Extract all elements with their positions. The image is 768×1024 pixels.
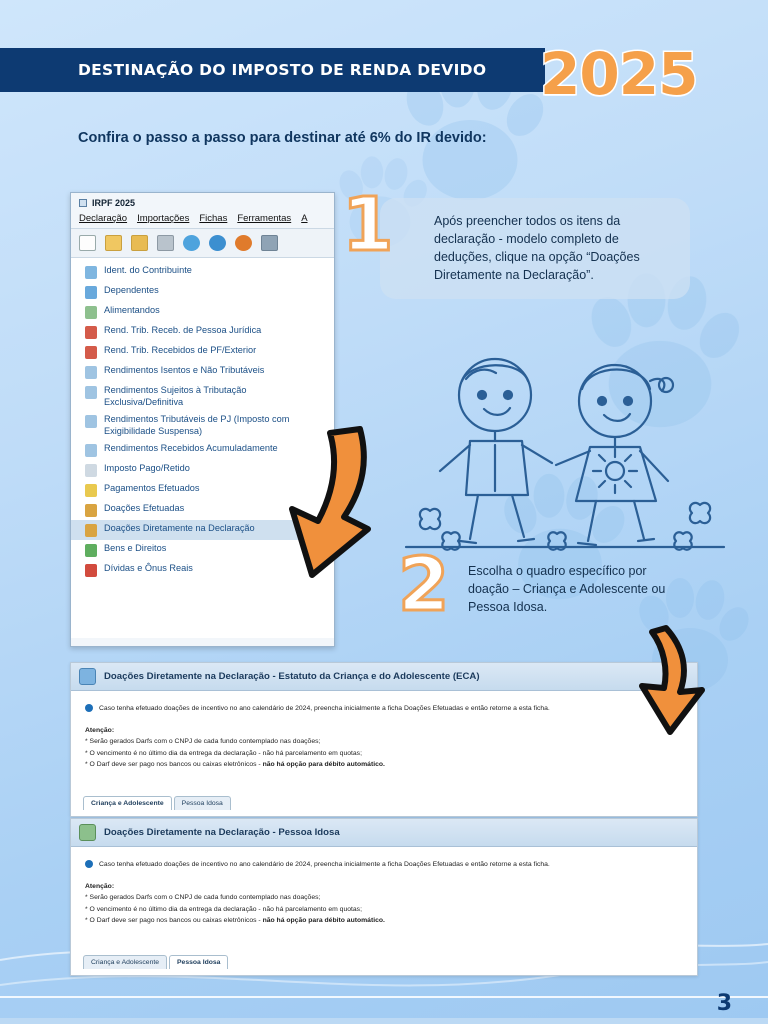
doc-icon [85,386,97,399]
list-item-label: Doações Efetuadas [104,503,185,513]
page-title: DESTINAÇÃO DO IMPOSTO DE RENDA DEVIDO [78,61,487,79]
new-file-icon[interactable] [79,235,96,251]
info-icon [85,860,93,868]
menu-declaracao[interactable]: Declaração [79,213,128,224]
year-badge: 2025 [540,40,698,108]
step-1-bubble [380,198,690,299]
step-1-number: 1 [342,182,394,268]
person-icon [85,266,97,279]
globe-transmit-icon[interactable] [209,235,226,251]
list-item-label: Rendimentos Tributáveis de PJ (Imposto com Exigibilidade Suspensa) [104,414,290,436]
folder-icon[interactable] [131,235,148,251]
money-icon [85,346,97,359]
list-item-label: Ident. do Contribuinte [104,265,192,275]
people-icon [85,306,97,319]
info-icon [85,704,93,712]
list-item[interactable] [71,342,334,362]
eca-bullet-3-bold: não há opção para débito automático. [262,761,385,769]
eca-atencao-label: Atenção: [85,726,115,734]
eca-panel [70,662,698,817]
idosa-bullet-2: * O vencimento é no último dia da entrega da declaração - não há parcelamento em quotas; [85,905,362,913]
payment-icon [85,484,97,497]
menu-ajuda[interactable]: A [301,213,308,224]
menu-importacoes[interactable]: Importações [137,213,190,224]
eca-panel-header [71,663,697,691]
tab-crianca-e-adolescente[interactable]: Criança e Adolescente [83,955,167,969]
eca-bullet-3 [85,759,683,771]
elderly-icon [79,824,96,841]
people-icon [85,286,97,299]
menu-fichas[interactable]: Fichas [199,213,228,224]
children-icon [79,668,96,685]
list-item-label: Rendimentos Recebidos Acumuladamente [104,443,278,453]
list-item-label: Rendimentos Sujeitos à Tributação Exclusiva/Definitiva [104,385,247,407]
step-1-text: Após preencher todos os itens da declaração - modelo completo de deduções, clique na opção “Doações Diretamente na Declaração”. [434,214,640,283]
globe-receive-icon[interactable] [235,235,252,251]
list-item-label: Rend. Trib. Receb. de Pessoa Jurídica [104,325,262,335]
list-item-label: Imposto Pago/Retido [104,463,190,473]
debt-icon [85,564,97,577]
doc-icon [85,366,97,379]
list-item[interactable] [71,362,334,382]
window-icon [79,199,87,207]
tax-icon [85,464,97,477]
list-item-label: Dívidas e Ônus Reais [104,563,193,573]
trash-icon[interactable] [157,235,174,251]
idosa-panel-header [71,819,697,847]
eca-bullet-3-prefix: * O Darf deve ser pago nos bancos ou caixas eletrônicos - [85,761,263,769]
list-item[interactable] [71,322,334,342]
money-icon [85,326,97,339]
idosa-bullet-3 [85,915,683,927]
eca-tabs[interactable] [83,796,231,810]
irpf-window-title [71,193,334,211]
menu-ferramentas[interactable]: Ferramentas [237,213,292,224]
globe-icon[interactable] [183,235,200,251]
idosa-bullet-3-bold: não há opção para débito automático. [262,917,385,925]
tab-pessoa-idosa[interactable]: Pessoa Idosa [169,955,228,969]
subtitle: Confira o passo a passo para destinar até 6% do IR devido: [78,130,487,146]
tab-pessoa-idosa[interactable]: Pessoa Idosa [174,796,231,810]
tab-crianca-e-adolescente[interactable]: Criança e Adolescente [83,796,172,810]
footer-divider [0,996,768,998]
idosa-bullet-3-prefix: * O Darf deve ser pago nos bancos ou caixas eletrônicos - [85,917,263,925]
arrow-down-1 [272,425,397,590]
print-icon[interactable] [261,235,278,251]
list-item[interactable] [71,262,334,282]
irpf-toolbar [71,229,334,258]
children-illustration [400,345,730,560]
list-item-label: Rend. Trib. Recebidos de PF/Exterior [104,345,257,355]
step-2-number: 2 [398,542,450,628]
list-item-label: Alimentandos [104,305,160,315]
idosa-note: Caso tenha efetuado doações de incentivo no ano calendário de 2024, preencha inicialmente a ficha Doações Efetuadas e então retorne a esta ficha. [99,861,550,868]
list-item[interactable] [71,282,334,302]
donation-icon [85,524,97,537]
header-bar [0,48,545,92]
doc-icon [85,415,97,428]
assets-icon [85,544,97,557]
eca-panel-title: Doações Diretamente na Declaração - Estatuto da Criança e do Adolescente (ECA) [104,671,480,682]
step-2-text: Escolha o quadro específico por doação – Criança e Adolescente ou Pessoa Idosa. [468,564,666,615]
list-item-label: Rendimentos Isentos e Não Tributáveis [104,365,265,375]
donation-icon [85,504,97,517]
arrow-down-2 [630,622,730,742]
eca-panel-body [71,691,697,783]
list-item-label: Doações Diretamente na Declaração [104,523,255,533]
bottom-strip [0,1018,768,1024]
list-item[interactable] [71,382,334,411]
page-number: 3 [716,991,732,1016]
eca-bullet-1: * Serão gerados Darfs com o CNPJ de cada fundo contemplado nas doações; [85,738,321,746]
list-item-label: Pagamentos Efetuados [104,483,200,493]
idosa-tabs[interactable] [83,955,228,969]
idosa-panel-title: Doações Diretamente na Declaração - Pessoa Idosa [104,827,340,838]
doc-icon [85,444,97,457]
eca-bullet-2: * O vencimento é no último dia da entrega da declaração - não há parcelamento em quotas; [85,749,362,757]
eca-note: Caso tenha efetuado doações de incentivo no ano calendário de 2024, preencha inicialmente a ficha Doações Efetuadas e então retorne a esta ficha. [99,705,550,712]
idosa-atencao-label: Atenção: [85,882,115,890]
idosa-panel [70,818,698,976]
open-folder-icon[interactable] [105,235,122,251]
idosa-bullet-1: * Serão gerados Darfs com o CNPJ de cada fundo contemplado nas doações; [85,894,321,902]
list-item-label: Bens e Direitos [104,543,167,553]
list-item[interactable] [71,302,334,322]
list-item-label: Dependentes [104,285,159,295]
irpf-menubar [71,211,334,229]
irpf-title-text: IRPF 2025 [92,198,136,208]
idosa-panel-body [71,847,697,939]
